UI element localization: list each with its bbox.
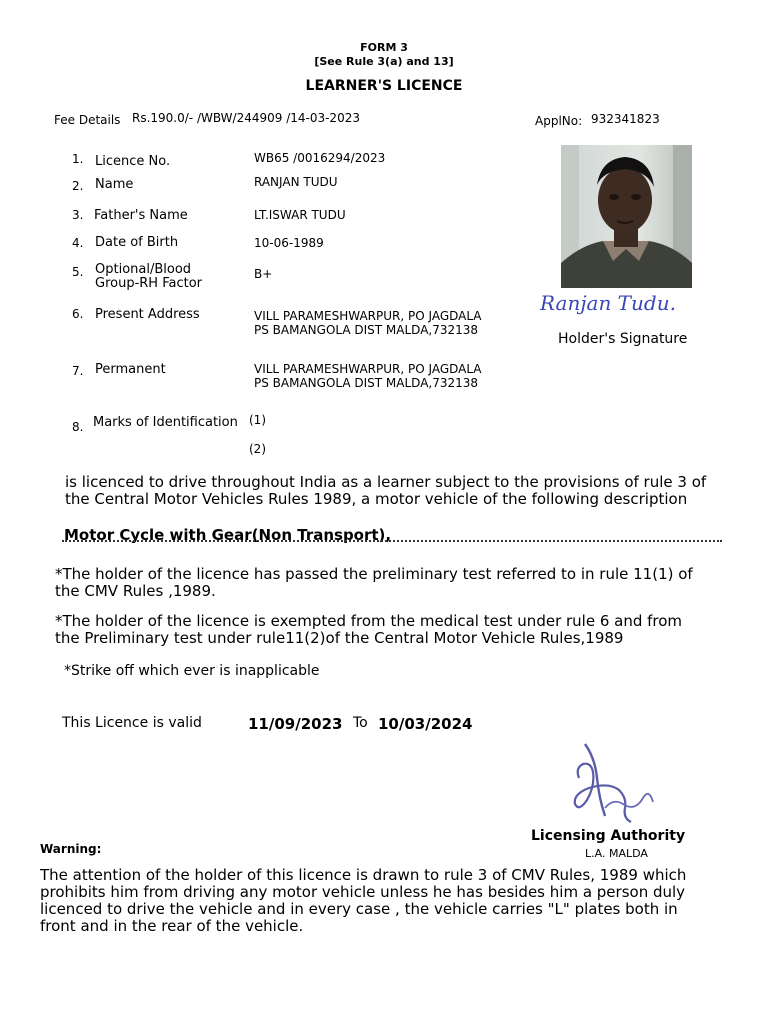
warning-line1: The attention of the holder of this licence is drawn to rule 3 of CMV Rules, 1989 which xyxy=(40,866,687,884)
dob-label: Date of Birth xyxy=(95,235,179,250)
permanent-address-line2: PS BAMANGOLA DIST MALDA,732138 xyxy=(254,376,479,390)
field-number: 6. xyxy=(72,307,84,321)
field-number: 4. xyxy=(72,236,84,250)
licence-statement-line2: the Central Motor Vehicles Rules 1989, a motor vehicle of the following description xyxy=(65,490,688,508)
rule-reference: [See Rule 3(a) and 13] xyxy=(314,55,454,68)
preliminary-test-line2: the CMV Rules ,1989. xyxy=(55,582,216,600)
fee-details-value: Rs.190.0/- /WBW/244909 /14-03-2023 xyxy=(132,111,360,125)
dotted-divider xyxy=(62,540,722,542)
appl-no-label: ApplNo: xyxy=(535,114,583,128)
licensing-authority-title: Licensing Authority xyxy=(531,828,686,844)
fee-details-label: Fee Details xyxy=(54,113,121,127)
dob-value: 10-06-1989 xyxy=(254,236,324,250)
blood-group-label-line2: Group-RH Factor xyxy=(95,276,203,291)
fathers-name-value: LT.ISWAR TUDU xyxy=(254,208,346,222)
validity-label: This Licence is valid xyxy=(62,715,202,731)
field-number: 5. xyxy=(72,265,84,279)
holder-signature-label: Holder's Signature xyxy=(558,331,688,347)
valid-to-date: 10/03/2024 xyxy=(378,715,473,733)
present-address-label: Present Address xyxy=(95,307,200,322)
identification-mark-2: (2) xyxy=(249,442,266,456)
identification-mark-1: (1) xyxy=(249,413,266,427)
permanent-address-line1: VILL PARAMESHWARPUR, PO JAGDALA xyxy=(254,362,482,376)
holder-photo xyxy=(561,145,692,288)
present-address-line2: PS BAMANGOLA DIST MALDA,732138 xyxy=(254,323,479,337)
field-number: 7. xyxy=(72,364,84,378)
strike-note: *Strike off which ever is inapplicable xyxy=(64,663,320,679)
preliminary-test-line1: *The holder of the licence has passed the preliminary test referred to in rule 11(1) of xyxy=(55,565,693,583)
svg-text:Ranjan Tudu.: Ranjan Tudu. xyxy=(540,291,676,315)
valid-from-date: 11/09/2023 xyxy=(248,715,343,733)
field-number: 2. xyxy=(72,179,84,193)
blood-group-label-line1: Optional/Blood xyxy=(95,262,192,277)
name-label: Name xyxy=(95,177,134,192)
name-value: RANJAN TUDU xyxy=(254,175,338,189)
warning-line2: prohibits him from driving any motor vehicle unless he has besides him a person duly xyxy=(40,883,686,901)
vehicle-class: Motor Cycle with Gear(Non Transport), xyxy=(64,526,392,544)
warning-line3: licenced to drive the vehicle and in every case , the vehicle carries "L" plates both in xyxy=(40,900,678,918)
licence-no-value: WB65 /0016294/2023 xyxy=(254,151,386,165)
valid-to-word: To xyxy=(353,715,368,731)
licence-no-label: Licence No. xyxy=(95,154,171,169)
warning-line4: front and in the rear of the vehicle. xyxy=(40,917,304,935)
form-number: FORM 3 xyxy=(360,41,408,54)
field-number: 8. xyxy=(72,420,84,434)
marks-identification-label: Marks of Identification xyxy=(93,415,238,430)
blood-group-value: B+ xyxy=(254,267,273,281)
licensing-authority-office: L.A. MALDA xyxy=(585,847,648,860)
field-number: 3. xyxy=(72,208,84,222)
medical-exemption-line1: *The holder of the licence is exempted from the medical test under rule 6 and from xyxy=(55,612,683,630)
medical-exemption-line2: the Preliminary test under rule11(2)of the Central Motor Vehicle Rules,1989 xyxy=(55,629,624,647)
authority-signature-image xyxy=(565,738,665,830)
present-address-line1: VILL PARAMESHWARPUR, PO JAGDALA xyxy=(254,309,482,323)
licence-statement-line1: is licenced to drive throughout India as a learner subject to the provisions of rule 3 of xyxy=(65,473,707,491)
appl-no-value: 932341823 xyxy=(591,112,660,126)
holder-signature-image xyxy=(538,290,723,320)
page-title: LEARNER'S LICENCE xyxy=(305,78,463,94)
warning-label: Warning: xyxy=(40,842,102,856)
permanent-address-label: Permanent xyxy=(95,362,166,377)
field-number: 1. xyxy=(72,152,84,166)
fathers-name-label: Father's Name xyxy=(94,208,188,223)
